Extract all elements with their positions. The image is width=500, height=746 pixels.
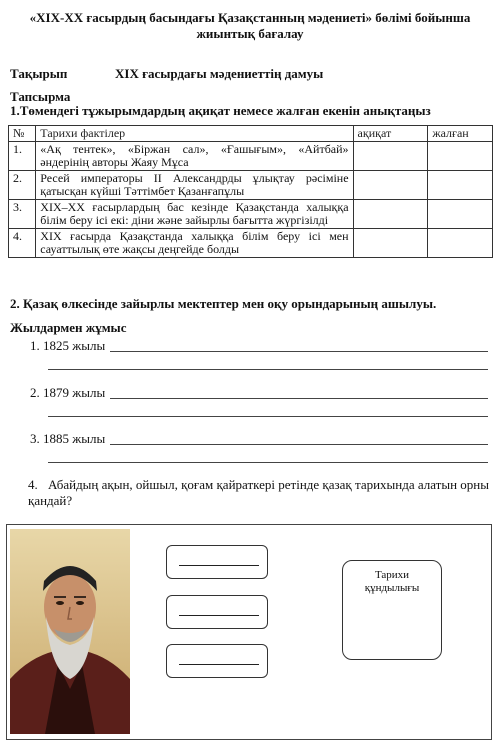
row-number: 2. <box>9 171 36 200</box>
header-facts: Тарихи фактілер <box>36 126 353 142</box>
question-4-number: 4. <box>28 477 38 492</box>
answer-line[interactable] <box>110 351 488 352</box>
work-title: Жылдармен жұмыс <box>10 320 127 335</box>
table-row <box>9 171 493 200</box>
row-fact: XIX ғасырда Қазақстанда халыққа білім беру ісі мен сауаттылық өте жақсы деңгейде болды <box>36 229 353 258</box>
abai-portrait-image <box>10 529 130 734</box>
header-true: ақиқат <box>353 126 428 142</box>
topic-label: Тақырып <box>10 66 68 81</box>
document-title: «XIX-XX ғасырдың басындағы Қазақстанның мәдениеті» бөлімі бойынша жиынтық бағалау <box>29 10 471 41</box>
answer-line[interactable] <box>48 369 488 370</box>
answer-box-3[interactable] <box>166 644 268 678</box>
table-row <box>9 229 493 258</box>
question-2: 2. Қазақ өлкесінде зайырлы мектептер мен оқу орындарының ашылуы. <box>10 296 437 311</box>
answer-box-1[interactable] <box>166 545 268 579</box>
answer-blank[interactable] <box>179 664 259 665</box>
table-row <box>9 142 493 171</box>
answer-line[interactable] <box>48 416 488 417</box>
true-cell[interactable] <box>353 229 428 258</box>
table-header-row <box>9 126 493 142</box>
true-cell[interactable] <box>353 200 428 229</box>
value-label-line-1: Тарихи <box>374 569 410 581</box>
row-fact: XIX–XX ғасырлардың бас кезінде Қазақстанда халыққа білім беру ісі екі: діни және зайырлы бағытта жүргізілді <box>36 200 353 229</box>
value-label-line-2: құндылығы <box>364 582 420 594</box>
answer-line[interactable] <box>110 398 488 399</box>
answer-line[interactable] <box>110 444 488 445</box>
false-cell[interactable] <box>428 171 493 200</box>
year-item-label: 2. 1879 жылы <box>30 385 106 400</box>
row-number: 3. <box>9 200 36 229</box>
row-number: 4. <box>9 229 36 258</box>
historical-value-box[interactable] <box>342 560 442 660</box>
question-1: 1.Төмендегі тұжырымдардың ақиқат немесе жалған екенін анықтаңыз <box>10 103 431 118</box>
false-cell[interactable] <box>428 200 493 229</box>
table-row <box>9 200 493 229</box>
true-cell[interactable] <box>353 142 428 171</box>
answer-blank[interactable] <box>179 615 259 616</box>
header-false: жалған <box>428 126 493 142</box>
question-4 <box>28 477 490 509</box>
true-cell[interactable] <box>353 171 428 200</box>
facts-table <box>8 125 493 258</box>
year-item-label: 3. 1885 жылы <box>30 431 106 446</box>
row-fact: Ресей императоры II Александрды ұлықтау рәсіміне қатысқан күйші Тәттімбет Қазанғапұлы <box>36 171 353 200</box>
task-heading: Тапсырма <box>10 89 71 104</box>
question-4-text: Абайдың ақын, ойшыл, қоғам қайраткері ретінде қазақ тарихында алатын орны қандай? <box>28 477 489 508</box>
answer-line[interactable] <box>48 462 488 463</box>
answer-box-2[interactable] <box>166 595 268 629</box>
topic-value: XIX ғасырдағы мәдениеттің дамуы <box>115 66 324 81</box>
false-cell[interactable] <box>428 229 493 258</box>
header-number: № <box>9 126 36 142</box>
row-number: 1. <box>9 142 36 171</box>
year-item-label: 1. 1825 жылы <box>30 338 106 353</box>
false-cell[interactable] <box>428 142 493 171</box>
answer-blank[interactable] <box>179 565 259 566</box>
row-fact: «Ақ тентек», «Біржан сал», «Ғашығым», «Айтбай» әндерінің авторы Жаяу Мұса <box>36 142 353 171</box>
historical-value-label <box>343 569 441 595</box>
